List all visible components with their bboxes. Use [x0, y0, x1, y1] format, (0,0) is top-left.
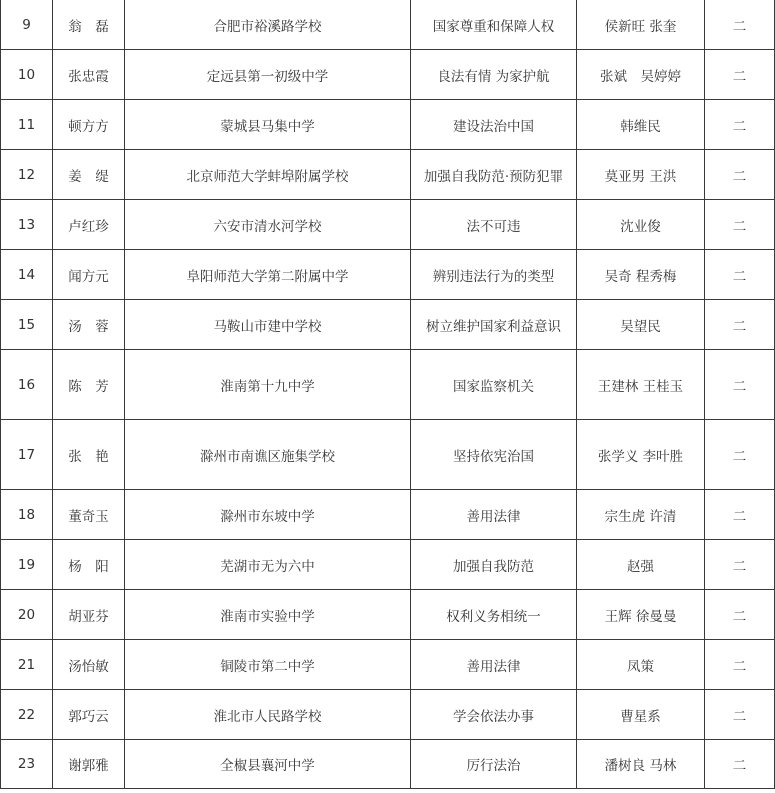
table-row [1, 200, 775, 250]
cell-grade: 二 [705, 200, 775, 250]
cell-student-name: 汤怡敏 [53, 640, 125, 690]
cell-number: 11 [1, 100, 53, 150]
cell-grade: 二 [705, 490, 775, 540]
cell-teacher: 韩维民 [577, 100, 705, 150]
cell-number: 20 [1, 590, 53, 640]
cell-student-name: 卢红珍 [53, 200, 125, 250]
cell-school: 定远县第一初级中学 [125, 50, 411, 100]
cell-teacher: 王建林 王桂玉 [577, 350, 705, 420]
cell-student-name: 顿方方 [53, 100, 125, 150]
cell-teacher: 张斌 吴婷婷 [577, 50, 705, 100]
cell-teacher: 王辉 徐曼曼 [577, 590, 705, 640]
cell-topic: 坚持依宪治国 [411, 420, 577, 490]
cell-number: 12 [1, 150, 53, 200]
cell-student-name: 翁 磊 [53, 0, 125, 50]
cell-school: 合肥市裕溪路学校 [125, 0, 411, 50]
cell-number: 15 [1, 300, 53, 350]
cell-school: 滁州市南谯区施集学校 [125, 420, 411, 490]
table-row [1, 350, 775, 420]
cell-topic: 法不可违 [411, 200, 577, 250]
cell-teacher: 赵强 [577, 540, 705, 590]
table-row [1, 0, 775, 50]
cell-teacher: 莫亚男 王洪 [577, 150, 705, 200]
cell-number: 16 [1, 350, 53, 420]
table-row [1, 490, 775, 540]
table-row [1, 50, 775, 100]
cell-grade: 二 [705, 100, 775, 150]
table-row [1, 420, 775, 490]
cell-teacher: 吴望民 [577, 300, 705, 350]
cell-student-name: 张 艳 [53, 420, 125, 490]
cell-teacher: 宗生虎 许清 [577, 490, 705, 540]
cell-student-name: 杨 阳 [53, 540, 125, 590]
cell-number: 22 [1, 690, 53, 740]
table-row [1, 690, 775, 740]
cell-teacher: 吴奇 程秀梅 [577, 250, 705, 300]
cell-number: 23 [1, 740, 53, 789]
cell-student-name: 陈 芳 [53, 350, 125, 420]
cell-school: 六安市清水河学校 [125, 200, 411, 250]
cell-grade: 二 [705, 590, 775, 640]
cell-topic: 善用法律 [411, 490, 577, 540]
cell-number: 14 [1, 250, 53, 300]
cell-topic: 加强自我防范·预防犯罪 [411, 150, 577, 200]
cell-topic: 建设法治中国 [411, 100, 577, 150]
cell-school: 铜陵市第二中学 [125, 640, 411, 690]
table-row [1, 640, 775, 690]
cell-topic: 良法有情 为家护航 [411, 50, 577, 100]
cell-grade: 二 [705, 350, 775, 420]
cell-grade: 二 [705, 300, 775, 350]
cell-grade: 二 [705, 250, 775, 300]
cell-school: 芜湖市无为六中 [125, 540, 411, 590]
cell-teacher: 凤策 [577, 640, 705, 690]
cell-grade: 二 [705, 0, 775, 50]
cell-student-name: 汤 蓉 [53, 300, 125, 350]
cell-school: 淮南市实验中学 [125, 590, 411, 640]
cell-grade: 二 [705, 690, 775, 740]
cell-teacher: 张学义 李叶胜 [577, 420, 705, 490]
cell-student-name: 谢郭雅 [53, 740, 125, 789]
cell-number: 17 [1, 420, 53, 490]
cell-topic: 国家监察机关 [411, 350, 577, 420]
cell-topic: 辨别违法行为的类型 [411, 250, 577, 300]
cell-school: 淮北市人民路学校 [125, 690, 411, 740]
table-row [1, 740, 775, 789]
cell-topic: 善用法律 [411, 640, 577, 690]
cell-teacher: 曹星系 [577, 690, 705, 740]
cell-school: 北京师范大学蚌埠附属学校 [125, 150, 411, 200]
cell-grade: 二 [705, 150, 775, 200]
cell-school: 阜阳师范大学第二附属中学 [125, 250, 411, 300]
table-row [1, 590, 775, 640]
cell-school: 全椒县襄河中学 [125, 740, 411, 789]
cell-student-name: 姜 缇 [53, 150, 125, 200]
cell-topic: 国家尊重和保障人权 [411, 0, 577, 50]
cell-teacher: 沈业俊 [577, 200, 705, 250]
table-row [1, 300, 775, 350]
cell-school: 淮南第十九中学 [125, 350, 411, 420]
table-row [1, 150, 775, 200]
cell-grade: 二 [705, 640, 775, 690]
cell-topic: 学会依法办事 [411, 690, 577, 740]
cell-student-name: 闻方元 [53, 250, 125, 300]
cell-number: 21 [1, 640, 53, 690]
cell-student-name: 董奇玉 [53, 490, 125, 540]
cell-grade: 二 [705, 50, 775, 100]
cell-teacher: 潘树良 马林 [577, 740, 705, 789]
cell-number: 9 [1, 0, 53, 50]
cell-student-name: 郭巧云 [53, 690, 125, 740]
table-row [1, 100, 775, 150]
cell-teacher: 侯新旺 张奎 [577, 0, 705, 50]
table-row [1, 250, 775, 300]
cell-grade: 二 [705, 540, 775, 590]
cell-number: 10 [1, 50, 53, 100]
cell-number: 18 [1, 490, 53, 540]
cell-student-name: 胡亚芬 [53, 590, 125, 640]
cell-student-name: 张忠霞 [53, 50, 125, 100]
cell-topic: 厉行法治 [411, 740, 577, 789]
table-body [1, 0, 775, 789]
cell-school: 蒙城县马集中学 [125, 100, 411, 150]
cell-school: 马鞍山市建中学校 [125, 300, 411, 350]
cell-number: 19 [1, 540, 53, 590]
cell-topic: 权利义务相统一 [411, 590, 577, 640]
cell-school: 滁州市东坡中学 [125, 490, 411, 540]
cell-topic: 树立维护国家利益意识 [411, 300, 577, 350]
cell-topic: 加强自我防范 [411, 540, 577, 590]
cell-grade: 二 [705, 740, 775, 789]
table-row [1, 540, 775, 590]
cell-grade: 二 [705, 420, 775, 490]
cell-number: 13 [1, 200, 53, 250]
